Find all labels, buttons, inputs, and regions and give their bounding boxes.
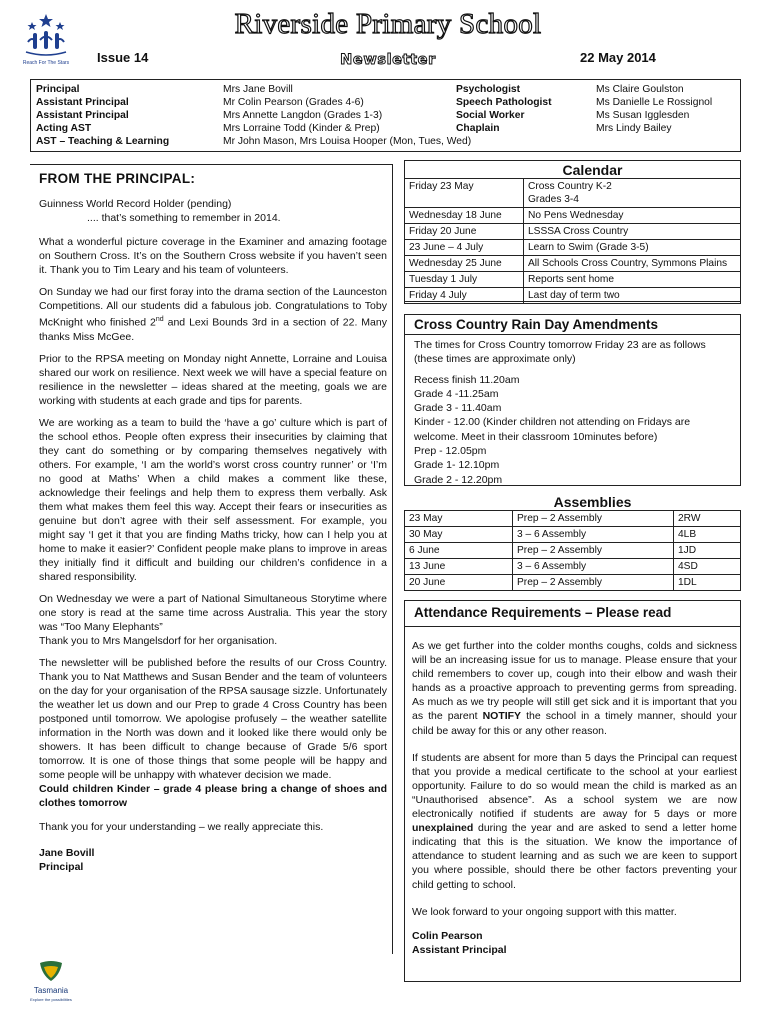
calendar-table [404, 178, 741, 304]
principal-section [30, 164, 393, 954]
ordinal-suffix: nd [155, 316, 164, 323]
staff-name: Mrs Lorraine Todd (Kinder & Prep) [223, 122, 380, 134]
issue-date: 22 May 2014 [580, 50, 656, 65]
staff-role: Chaplain [456, 122, 500, 134]
calendar-date: Friday 20 June [405, 224, 524, 240]
assemblies-heading: Assemblies [553, 494, 632, 510]
assembly-date: 30 May [405, 527, 513, 543]
school-logo-motto: Reach For The Stars [22, 60, 70, 66]
staff-role: Principal [36, 84, 80, 95]
attendance-box [404, 600, 741, 982]
cross-country-body [414, 338, 736, 487]
table-row [405, 272, 741, 288]
staff-role: Psychologist [456, 84, 521, 95]
calendar-event: Last day of term two [524, 288, 741, 304]
table-row [405, 527, 741, 543]
staff-role: Social Worker [456, 109, 525, 121]
assembly-type: Prep – 2 Assembly [513, 543, 674, 559]
attendance-paragraph: We look forward to your ongoing support with this matter. [412, 905, 677, 918]
schedule-line: Recess finish 11.20am [414, 373, 520, 386]
table-row [405, 179, 741, 208]
calendar-event: No Pens Wednesday [524, 208, 741, 224]
calendar-date: Tuesday 1 July [405, 272, 524, 288]
attendance-body [412, 639, 737, 957]
attendance-paragraph [412, 751, 737, 892]
principal-paragraph: .... that’s something to remember in 2014. [87, 212, 281, 224]
school-name: Riverside Primary School [234, 8, 542, 40]
calendar-event-line: Cross Country K-2 [528, 181, 612, 192]
attendance-paragraph-part: the school in a timely manner, should your child be away for this or any other reason. [412, 710, 737, 737]
assemblies-table [404, 510, 741, 591]
assembly-type: 3 – 6 Assembly [513, 559, 674, 575]
calendar-heading: Calendar [562, 162, 623, 178]
staff-role: Speech Pathologist [456, 96, 552, 108]
attendance-heading: Attendance Requirements – Please read [405, 601, 740, 627]
staff-name: Mrs Annette Langdon (Grades 1-3) [223, 109, 383, 121]
assembly-date: 23 May [405, 511, 513, 527]
principal-paragraph-part: On Wednesday we were a part of National Simultaneous Storytime where one story is read at the same time across Australia. This year the story was “Too Many Elephants” [39, 592, 387, 633]
signature-name: Colin Pearson [412, 929, 483, 942]
schedule-line: Grade 1- 12.10pm [414, 459, 500, 472]
assembly-date: 20 June [405, 575, 513, 591]
table-row [405, 208, 741, 224]
staff-name: Ms Danielle Le Rossignol [596, 96, 713, 108]
schedule-line: Grade 3 - 11.40am [414, 402, 502, 415]
calendar-date: Wednesday 18 June [405, 208, 524, 224]
principal-paragraph: What a wonderful picture coverage in the Examiner and amazing footage on Southern Cross. It’s on the Southern Cross website if you haven’t seen it. Thank you to Tim Leary and his team of volunteers. [39, 236, 387, 276]
tasmania-logo-tagline: Explore the possibilities [30, 997, 72, 1002]
calendar-event [524, 179, 741, 208]
table-row [405, 575, 741, 591]
assembly-class: 1DL [674, 575, 741, 591]
calendar-event: Reports sent home [524, 272, 741, 288]
schedule-line: Grade 4 -11.25am [414, 387, 499, 400]
principal-paragraph: Thank you for your understanding – we really appreciate this. [39, 820, 324, 833]
calendar-box [404, 160, 741, 302]
staff-name: Mrs Jane Bovill [223, 84, 293, 95]
calendar-date: Friday 23 May [405, 179, 524, 208]
staff-names-left [223, 84, 471, 149]
cross-country-heading: Cross Country Rain Day Amendments [405, 315, 740, 335]
tasmania-logo-text: Tasmania [33, 986, 69, 995]
issue-number: Issue 14 [97, 50, 149, 65]
signature-title: Principal [39, 860, 84, 873]
staff-role: Assistant Principal [36, 109, 129, 121]
signature-title: Assistant Principal [412, 943, 507, 956]
principal-paragraph: Prior to the RPSA meeting on Monday night Annette, Lorraine and Louisa shared our work on resilience. Next week we will have a special feature on resilience in the newsletter – ideas shared at the meeting, goals we are working with students at each grade and tips for parents. [39, 352, 387, 407]
calendar-event: Learn to Swim (Grade 3-5) [524, 240, 741, 256]
newsletter-label: Newsletter [340, 52, 436, 68]
calendar-date: 23 June – 4 July [405, 240, 524, 256]
assemblies-box [404, 494, 741, 592]
attendance-paragraph-part: during the year and are asked to send a letter home indicating that this is the situation. We know the importance of attendance to student learning and as such we are keen to support you where possible, should there be other factors preventing your child getting to school. [412, 822, 737, 891]
staff-roles-left [36, 84, 169, 149]
attendance-signature [412, 929, 737, 957]
staff-directory [30, 79, 741, 152]
table-row [405, 256, 741, 272]
staff-name: Ms Susan Igglesden [596, 109, 690, 121]
attendance-emphasis: NOTIFY [482, 710, 522, 723]
attendance-paragraph [412, 639, 737, 738]
principal-paragraph-part: On Sunday we had our first foray into the drama section of the Launceston Competitions. All our students did a fabulous job. Congratulations to Toby McKnight who finished 2 [39, 286, 387, 329]
cross-country-intro: The times for Cross Country tomorrow Friday 23 are as follows (these times are approximate only) [414, 339, 706, 366]
assembly-class: 1JD [674, 543, 741, 559]
principal-paragraph: Guinness World Record Holder (pending) [39, 198, 232, 210]
assembly-class: 4SD [674, 559, 741, 575]
principal-heading: FROM THE PRINCIPAL: [39, 171, 196, 186]
table-row [405, 240, 741, 256]
assembly-class: 4LB [674, 527, 741, 543]
table-row [405, 511, 741, 527]
attendance-paragraph-part: As we get further into the colder months coughs, colds and sickness will be an increasing issue for us to manage. Please ensure that your child remembers to cover up, cough into their elbow and wash their hands as a proactive approach to preventing germs from spreading. As much as we try people will still get sick and it is important that you as the parent [412, 640, 737, 723]
assembly-date: 13 June [405, 559, 513, 575]
attendance-paragraph-part: If students are absent for more than 5 days the Principal can request that you provide a medical certificate to the school at your earliest opportunity. Failure to do so would mean the child is marked as an “Unauthorised absence”. As a school system we are now electronically notified if students are away for 5 days or more [412, 751, 737, 821]
table-row [405, 288, 741, 304]
assembly-type: Prep – 2 Assembly [513, 511, 674, 527]
principal-paragraph [39, 592, 387, 648]
schedule-line: Prep - 12.05pm [414, 445, 487, 458]
staff-names-right [596, 84, 712, 136]
principal-emphasis: Could children Kinder – grade 4 please bring a change of shoes and clothes tomorrow [39, 782, 387, 809]
calendar-date: Wednesday 25 June [405, 256, 524, 272]
signature-name: Jane Bovill [39, 846, 95, 859]
school-logo [20, 12, 72, 68]
assembly-class: 2RW [674, 511, 741, 527]
staff-name: Mr Colin Pearson (Grades 4-6) [223, 96, 364, 108]
table-row [405, 224, 741, 240]
principal-paragraph: We are working as a team to build the ‘have a go’ culture which is part of the school ethos. People often express their insecurities by claiming that they cant do something or by comparing themselves negatively with others. For example, ‘I am the world’s worst cross country runner’ or ‘I’m no good at Maths’ When a child makes a comment like these, acknowledge their feelings and help them to express them verbally. Ask them what makes them feel this way. Accept their fears or insecurities as genuine but don’t agree with their self assessment. For example, you might say ‘I get it that you are finding Maths tricky, how can I help you at home to make it easier?’ Confident people make plans to improve in areas they initially find it difficult and building our children’s confidence in a shared responsibility. [39, 416, 387, 583]
table-row [405, 543, 741, 559]
staff-name: Mr John Mason, Mrs Louisa Hooper (Mon, Tues, Wed) [223, 135, 472, 147]
calendar-event-line: Grades 3-4 [528, 194, 579, 205]
staff-name: Ms Claire Goulston [596, 84, 684, 95]
staff-role: Acting AST [36, 122, 92, 134]
calendar-event: All Schools Cross Country, Symmons Plains [524, 256, 741, 272]
staff-name: Mrs Lindy Bailey [596, 122, 672, 134]
calendar-event: LSSSA Cross Country [524, 224, 741, 240]
assembly-type: Prep – 2 Assembly [513, 575, 674, 591]
staff-roles-right [456, 84, 552, 136]
schedule-line: Grade 2 - 12.20pm [414, 473, 503, 486]
principal-paragraph-part: Thank you to Mrs Mangelsdorf for her organisation. [39, 634, 278, 647]
tasmania-logo [26, 957, 76, 1007]
staff-role: AST – Teaching & Learning [36, 135, 170, 147]
principal-paragraph-part: The newsletter will be published before the results of our Cross Country. Thank you to Nat Matthews and Susan Bender and the team of volunteers on the day for your organisation of the RPSA sausage sizzle. Unfortunately the weather let us down and our Prep to grade 4 Cross Country has been postponed until tomorrow. We apologise profusely – the weather satellite information in the North was down and it looked like there would only be showers. It has been difficult to change because of Grade 5/6 sport tomorrow. It is one of those things that some people will be happy and some people will be unhappy with whatever decision we made. [39, 656, 387, 781]
principal-paragraph-part: and Lexi Bounds 3rd in a section of 22. Many thanks Miss McGee. [39, 316, 387, 343]
principal-signature [39, 846, 387, 874]
attendance-emphasis: unexplained [412, 822, 474, 835]
assembly-type: 3 – 6 Assembly [513, 527, 674, 543]
principal-paragraph [39, 656, 387, 810]
staff-role: Assistant Principal [36, 96, 129, 108]
calendar-date: Friday 4 July [405, 288, 524, 304]
cross-country-box [404, 314, 741, 486]
table-row [405, 559, 741, 575]
schedule-line: Kinder - 12.00 (Kinder children not attending on Fridays are welcome. Meet in their classroom 10minutes before) [414, 416, 691, 443]
principal-body [39, 197, 387, 874]
principal-paragraph [39, 285, 387, 344]
assembly-date: 6 June [405, 543, 513, 559]
